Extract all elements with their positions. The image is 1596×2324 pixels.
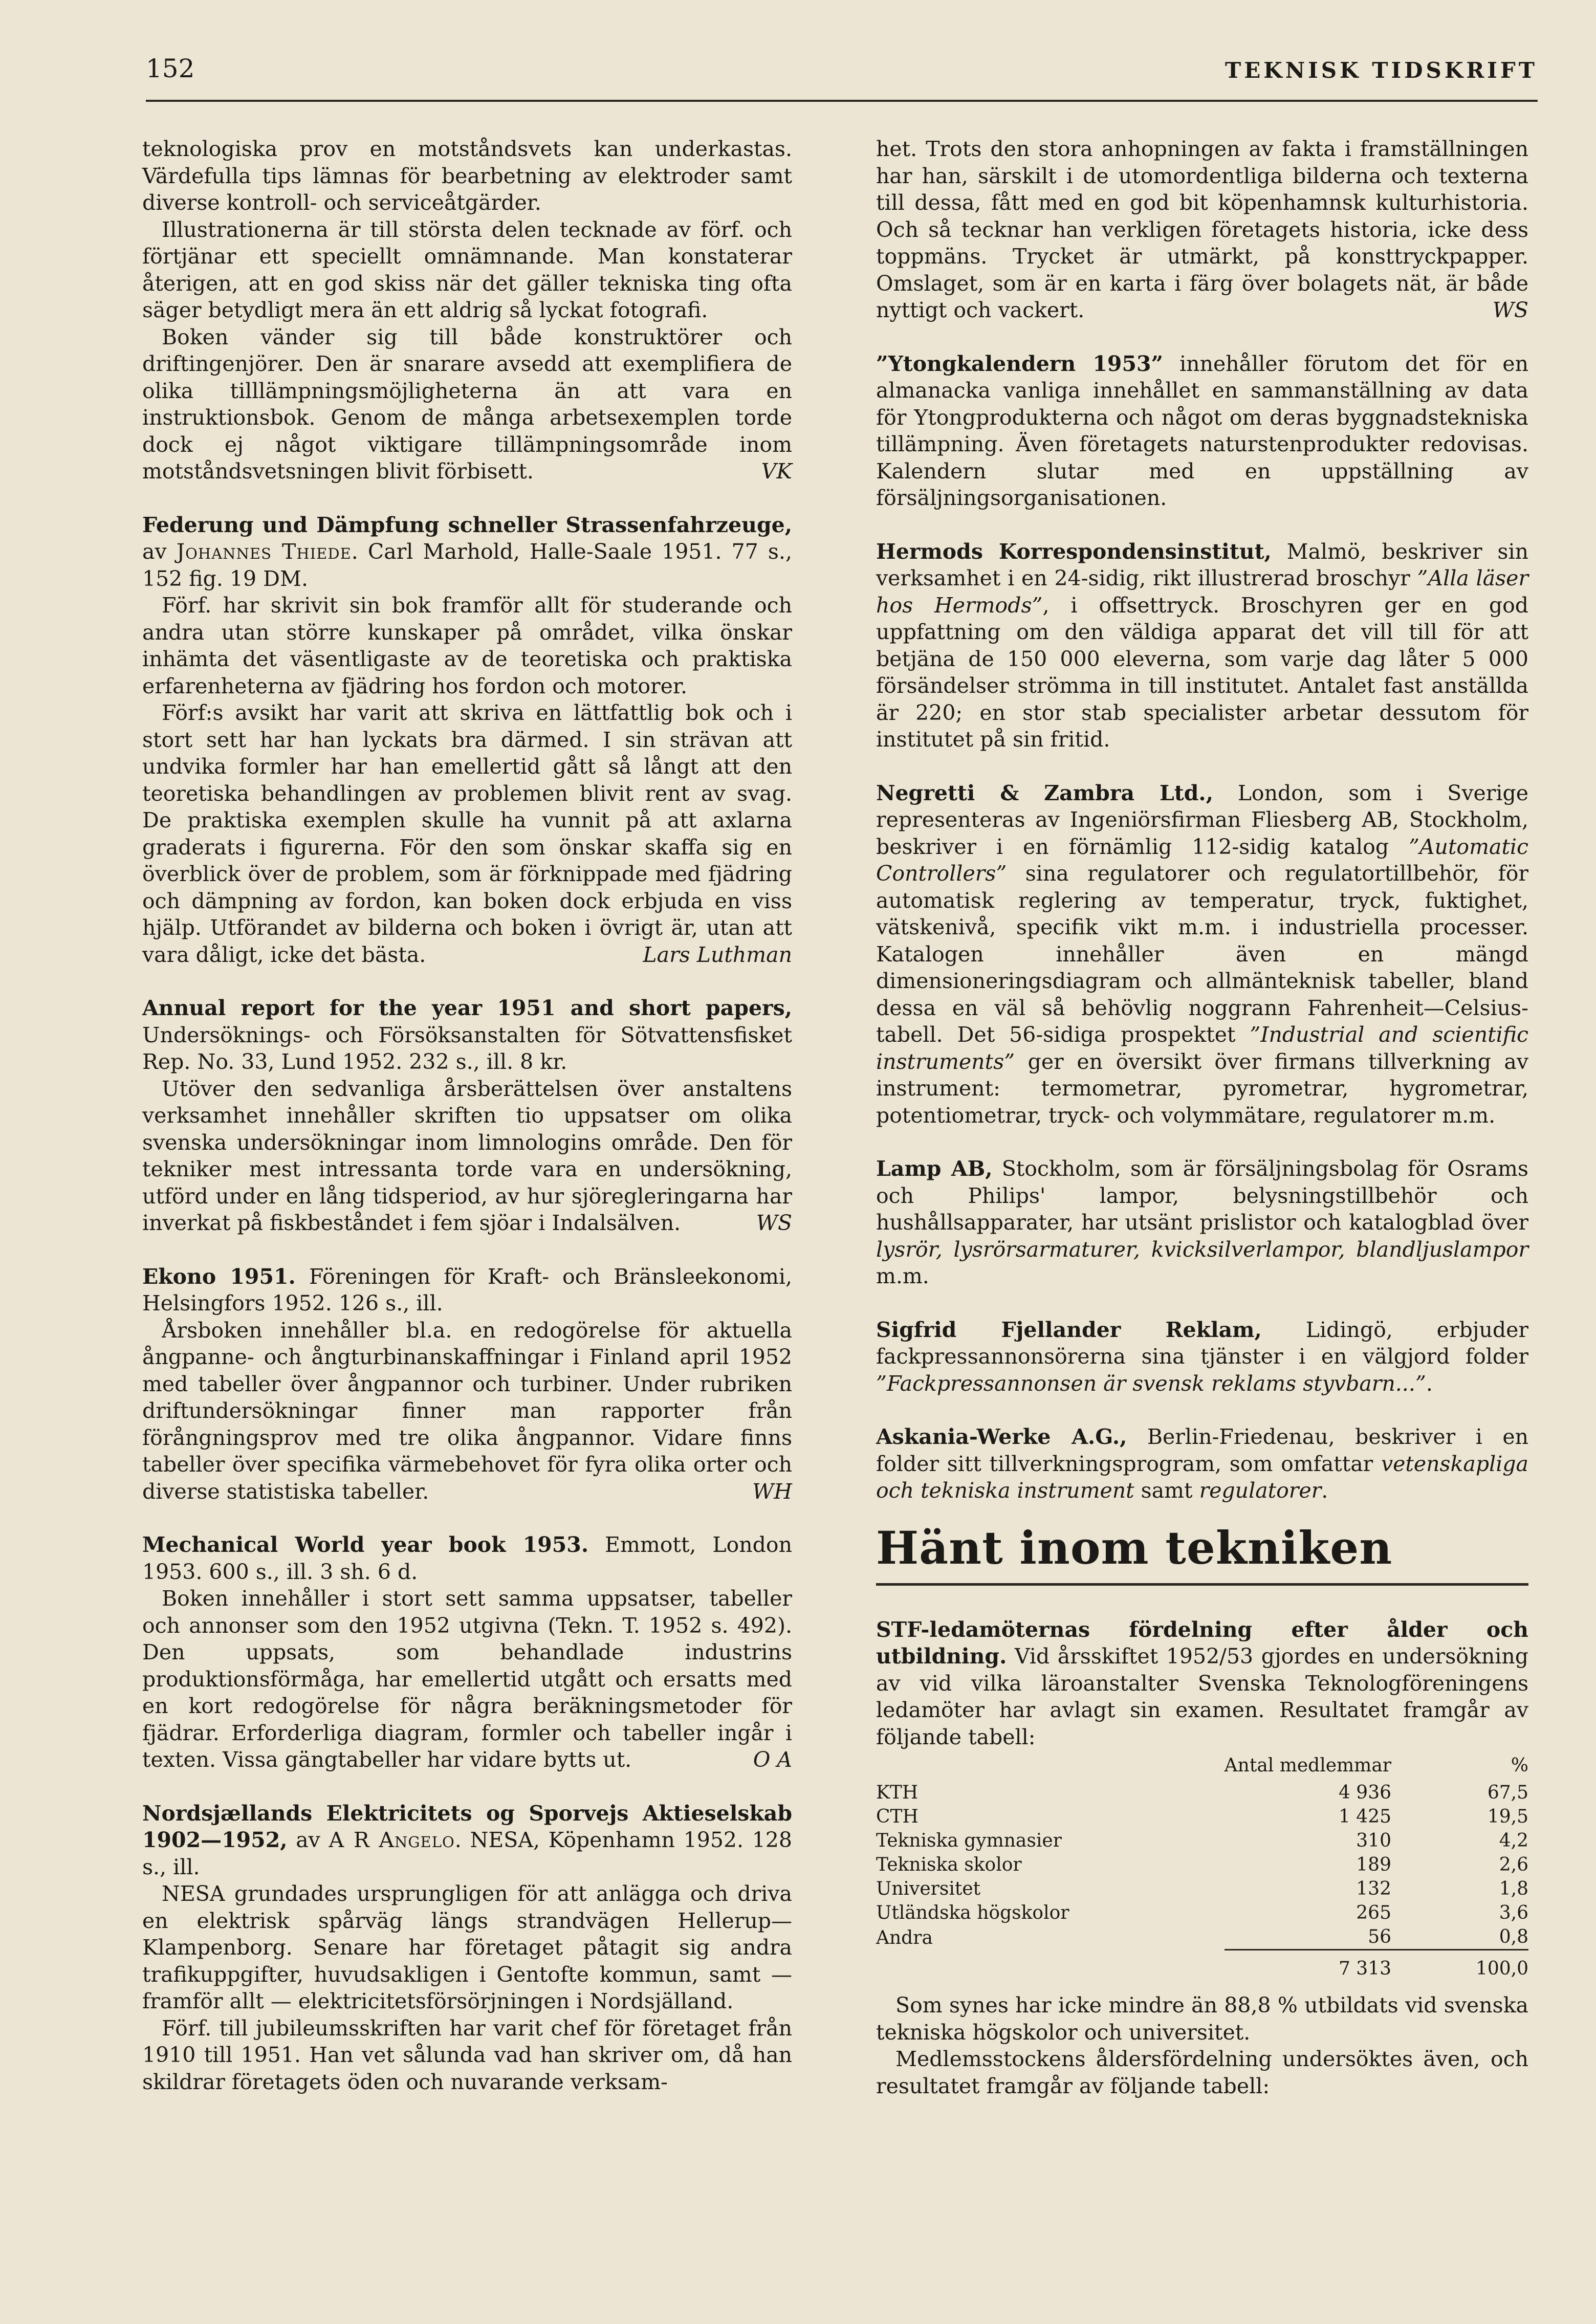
notice-text: . (1321, 1478, 1328, 1503)
paragraph (876, 538, 1528, 753)
column-header-members: Antal medlemmar (1224, 1755, 1391, 1776)
notice-text: m.m. (876, 1264, 929, 1288)
notice-text: London, som i Sverige representeras av Ingeniörsfirman Fliesberg AB, Stockholm, beskriver i en förnämlig 112-sidig katalog (876, 780, 1528, 859)
book-title: Mechanical World year book 1953. (142, 1532, 589, 1557)
row-label: Utländska högskolor (876, 1902, 1069, 1923)
paragraph-text: Årsboken innehåller bl.a. en redogörelse för aktuella ångpanne- och ångturbinanskaffningar i Finland april 1952 med tabeller över ångpannor och turbiner. Under rubriken driftundersökningar finner man rapporter från förångningsprov med tre olika ångpannor. Vidare finns tabeller över specifika värmebehovet för fyra olika orter och diverse statistiska tabeller. (142, 1318, 792, 1504)
row-label: Universitet (876, 1878, 981, 1899)
notice-negretti (876, 780, 1528, 1129)
paragraph: Förf. till jubileumsskriften har varit chef för företaget från 1910 till 1951. Han vet sålunda vad han skriver om, då han skildrar företagets öden och nuvarande verksam- (142, 2015, 792, 2094)
table-total-row (876, 1950, 1528, 1981)
notice-ytong (876, 350, 1528, 512)
review-federung (142, 512, 792, 969)
article-stf (876, 1616, 1528, 2100)
paragraph: teknologiska prov en motståndsvets kan underkastas. Värdefulla tips lämnas för bearbetning av elektroder samt diverse kontroll- och serviceåtgärder. (142, 137, 792, 215)
paragraph: NESA grundades ursprungligen för att anlägga och driva en elektrisk spårväg längs strandvägen Hellerup—Klampenborg. Senare har företaget påtagit sig andra trafikuppgifter, huvudsakligen i Gentofte kommun, samt — framför allt — elektricitetsförsörjningen i Nordsjälland. (142, 1881, 792, 2013)
table-row (876, 1853, 1528, 1877)
article-text: Vid årsskiftet 1952/53 gjordes en undersökning av vid vilka läroanstalter Svenska Teknologföreningens ledamöter har avlagt sin examen. Resultatet framgår av följande tabell: (876, 1644, 1528, 1749)
column-header-percent: % (1511, 1755, 1528, 1776)
notice-italic: vetenskapliga och tekniska instrument (876, 1451, 1528, 1503)
review-heading (142, 512, 792, 593)
row-label: Tekniska gymnasier (876, 1830, 1062, 1851)
paragraph-text: Utöver den sedvanliga årsberättelsen över anstaltens verksamhet innehåller skriften tio uppsatser om olika svenska undersökningar inom limnologins område. Den för tekniker mest intressanta torde vara en undersökning, utförd under en lång tidsperiod, av hur sjöregleringarna har inverkat på fiskbeståndet i fem sjöar i Indalsälven. (142, 1076, 792, 1235)
notice-text: Stockholm, som är försäljningsbolag för Osrams och Philips' lampor, belysningstillbehör och hushållsapparater, har utsänt prislistor och katalogblad över (876, 1156, 1528, 1235)
row-percent: 1,8 (1499, 1878, 1528, 1899)
byline-prefix: av (142, 539, 167, 564)
notice-italic: ”Fackpressannonsen är svensk reklams styvbarn...” (876, 1371, 1426, 1396)
journal-title: TEKNISK TIDSKRIFT (1225, 58, 1538, 83)
row-label: Andra (876, 1927, 933, 1948)
paragraph (142, 1585, 792, 1773)
paragraph (142, 1076, 792, 1237)
book-meta: . NESA, Köpenhamn 1952. 128 s., ill. (142, 1828, 792, 1879)
book-meta: . Carl Marhold, Halle-Saale 1951. 77 s., 152 fig. 19 DM. (142, 539, 792, 591)
book-title: Nordsjællands Elektricitets og Sporvejs Aktieselskab 1902—1952, (142, 1801, 792, 1852)
paragraph (142, 324, 792, 485)
notice-italic: ”Alla läser hos Hermods” (876, 566, 1528, 618)
notice-hermods (876, 538, 1528, 753)
notice-italic: ”Automatic Controllers” (876, 834, 1528, 886)
notice-italic: regulatorer (1199, 1478, 1322, 1503)
reviewer-signature: WS (1492, 298, 1528, 322)
row-members: 1 425 (1338, 1806, 1391, 1827)
table-row (876, 1829, 1528, 1853)
row-percent: 3,6 (1499, 1902, 1528, 1923)
book-author: Johannes Thiede (176, 539, 352, 564)
row-members: 189 (1356, 1854, 1391, 1875)
notice-text: Berlin-Friedenau, beskriver i en folder sitt tillverkningsprogram, som omfattar (876, 1424, 1528, 1476)
book-meta: Föreningen för Kraft- och Bränsleekonomi, Helsingfors 1952. 126 s., ill. (142, 1264, 792, 1316)
row-percent: 19,5 (1487, 1806, 1528, 1827)
notice-title: Hermods Korrespondensinstitut, (876, 539, 1272, 564)
paragraph: Förf. har skrivit sin bok framför allt för studerande och andra utan större kunskaper på området, vilka önskar inhämta det väsentligaste av de teoretiska och praktiska erfarenheterna av fjädring hos fordon och motorer. (142, 593, 792, 698)
row-members: 56 (1368, 1926, 1391, 1947)
reviewer-signature: VK (761, 459, 792, 484)
notice-text: innehåller förutom det för en almanacka vanliga innehållet en sammanställning av data för Ytongprodukterna och något om deras byggnadstekniska tillämpning. Även företagets naturstenprodukter redovisas. Kalendern slutar med en uppställning av försäljningsorganisationen. (876, 351, 1528, 510)
row-members: 310 (1356, 1830, 1391, 1851)
paragraph (876, 350, 1528, 512)
right-column (876, 136, 1528, 2099)
paragraph (876, 1317, 1528, 1397)
paragraph (876, 1423, 1528, 1504)
table-header-row (876, 1753, 1528, 1781)
page-header (146, 54, 1538, 102)
notice-lamp (876, 1155, 1528, 1290)
review-annual-report (142, 995, 792, 1237)
notice-text: sina regulatorer och regulatortillbehör, för automatisk reglering av temperatur, tryck, fuktighet, vätskenivå, specifik vikt m.m. i industriella processer. Katalogen innehåller även en mängd dimensioneringsdiagram och allmänteknisk tabeller, bland dessa en väl så behövlig noggrann Fahrenheit—Celsius-tabell. Det 56-sidiga prospektet (876, 861, 1528, 1047)
paragraph-text: Boken vänder sig till både konstruktörer och driftingenjörer. Den är snarare avsedd att exemplifiera de olika tilllämpningsmöjligheterna än att vara en instruktionsbok. Genom de många arbetsexemplen torde dock ej något viktigare tillämpningsområde inom motståndsvetsningen blivit förbisett. (142, 324, 792, 484)
reviewer-signature: WH (752, 1479, 792, 1504)
paragraph-text: Förf:s avsikt har varit att skriva en lättfattlig bok och i stort sett har han lyckats bra därmed. I sin strävan att undvika formler har han emellertid gått så långt att den teoretiska behandlingen av problemen blivit rent av svag. De praktiska exemplen skulle ha vunnit på att axlarna graderats i figurerna. För den som önskar skaffa sig en överblick över de problem, som är förknippade med fjädring och dämpning av fordon, kan boken dock erbjuda en viss hjälp. Utförandet av bilderna och boken i övrigt är, utan att vara dåligt, icke det bästa. (142, 700, 792, 967)
table-row (876, 1781, 1528, 1805)
row-percent: 4,2 (1499, 1830, 1528, 1851)
book-title: Federung und Dämpfung schneller Strassenfahrzeuge, (142, 512, 792, 537)
notice-title: Lamp AB, (876, 1156, 993, 1181)
table-row (876, 1901, 1528, 1925)
notice-text: . (1426, 1371, 1433, 1396)
row-percent: 67,5 (1487, 1782, 1528, 1803)
notice-title: ”Ytongkalendern 1953” (876, 351, 1164, 376)
total-members: 7 313 (1225, 1950, 1391, 1981)
review-heading (142, 995, 792, 1076)
row-percent: 0,8 (1499, 1926, 1528, 1947)
row-label: CTH (876, 1806, 919, 1827)
total-percent: 100,0 (1391, 1950, 1528, 1981)
byline-prefix: av (296, 1828, 320, 1852)
article-title: STF-ledamöternas fördelning efter ålder och utbildning. (876, 1617, 1528, 1669)
notice-text: ger en översikt över firmans tillverkning av instrument: termometrar, pyrometrar, hygrometrar, potentiometrar, tryck- och volymmätare, regulatorer m.m. (876, 1049, 1528, 1128)
book-meta: Undersöknings- och Försöksanstalten för Sötvattensfisket Rep. No. 33, Lund 1952. 232 s., ill. 8 kr. (142, 1022, 792, 1074)
page-number: 152 (146, 54, 195, 83)
book-title: Ekono 1951. (142, 1264, 296, 1289)
paragraph (142, 699, 792, 968)
paragraph: Som synes har icke mindre än 88,8 % utbildats vid svenska tekniska högskolor och universitet. (876, 1993, 1528, 2045)
notice-text: , i offsettryck. Broschyren ger en god uppfattning om den väldiga apparat det vill till för att betjäna de 150 000 eleverna, som varje dag låter 5 000 försändelser strömma in till institutet. Antalet fast anställda är 220; en stor stab specialister arbetar dessutom för institutet på sin fritid. (876, 593, 1529, 752)
row-members: 265 (1356, 1902, 1391, 1923)
notice-title: Negretti & Zambra Ltd., (876, 780, 1213, 805)
row-members: 132 (1356, 1878, 1391, 1899)
review-ekono (142, 1263, 792, 1505)
table-row (876, 1805, 1528, 1829)
paragraph-text: Boken innehåller i stort sett samma uppsatser, tabeller och annonser som den 1952 utgivna (Tekn. T. 1952 s. 492). Den uppsats, som behandlade industrins produktionsförmåga, har emellertid utgått och ersatts med en kort redogörelse för några beräkningsmetoder för fjädrar. Erforderliga diagram, formler och tabeller ingår i texten. Vissa gängtabeller har vidare bytts ut. (142, 1586, 792, 1772)
paragraph (142, 1317, 792, 1505)
table-row (876, 1877, 1528, 1901)
paragraph (876, 780, 1528, 1129)
reviewer-signature: O A (753, 1747, 792, 1772)
members-table (876, 1753, 1528, 1981)
book-meta: Emmott, London 1953. 600 s., ill. 3 sh. 6 d. (142, 1532, 792, 1584)
notice-italic: ”Industrial and scientific instruments” (876, 1022, 1528, 1074)
paragraph (876, 1155, 1528, 1290)
row-percent: 2,6 (1499, 1854, 1528, 1875)
review-heading (142, 1800, 792, 1881)
reviewer-signature: Lars Luthman (643, 942, 792, 967)
paragraph (876, 1616, 1528, 1751)
row-members: 4 936 (1338, 1782, 1391, 1803)
notice-sigfrid (876, 1317, 1528, 1397)
review-heading (142, 1263, 792, 1317)
notice-text: Lidingö, erbjuder fackpressannonsörerna sina tjänster i en välgjord folder (876, 1317, 1528, 1369)
review-heading (142, 1531, 792, 1585)
notice-text: samt (1141, 1478, 1193, 1503)
row-label: KTH (876, 1782, 919, 1803)
row-label: Tekniska skolor (876, 1854, 1022, 1875)
left-column (142, 136, 792, 2122)
notice-title: Askania-Werke A.G., (876, 1424, 1127, 1449)
paragraph: Medlemsstockens åldersfördelning undersöktes även, och resultatet framgår av följande tabell: (876, 2047, 1528, 2098)
notice-askania (876, 1423, 1528, 1504)
notice-text: Malmö, beskriver sin verksamhet i en 24-sidig, rikt illustrerad broschyr (876, 539, 1528, 590)
reviewer-signature: WS (756, 1211, 792, 1235)
book-author: A R Angelo (329, 1828, 455, 1852)
review-nordsjaellands (142, 1800, 792, 2096)
notice-title: Sigfrid Fjellander Reklam, (876, 1317, 1262, 1342)
book-title: Annual report for the year 1951 and short papers, (142, 996, 792, 1020)
review-continuation (876, 136, 1528, 324)
review-intro (142, 136, 792, 485)
notice-italic: lysrör, lysrörsarmaturer, kvicksilverlampor, blandljuslampor (876, 1237, 1528, 1262)
paragraph-text: het. Trots den stora anhopningen av fakta i framställningen har han, särskilt i de utomordentliga bilderna och texterna till dessa, fått med en god bit köpenhamnsk kulturhistoria. Och så tecknar han verkligen företagets historia, icke dess toppmäns. Trycket är utmärkt, på konsttryckpapper. Omslaget, som är en karta i färg över bolagets nät, är både nyttigt och vackert. (876, 137, 1528, 322)
paragraph (876, 136, 1528, 324)
paragraph: Illustrationerna är till största delen tecknade av förf. och förtjänar ett speciellt omnämnande. Man konstaterar återigen, att en god skiss när det gäller tekniska ting ofta säger betydligt mera än ett aldrig så lyckat fotografi. (142, 217, 792, 322)
review-mechanical-world (142, 1531, 792, 1773)
section-heading: Hänt inom tekniken (876, 1520, 1528, 1586)
table-row (876, 1925, 1528, 1950)
